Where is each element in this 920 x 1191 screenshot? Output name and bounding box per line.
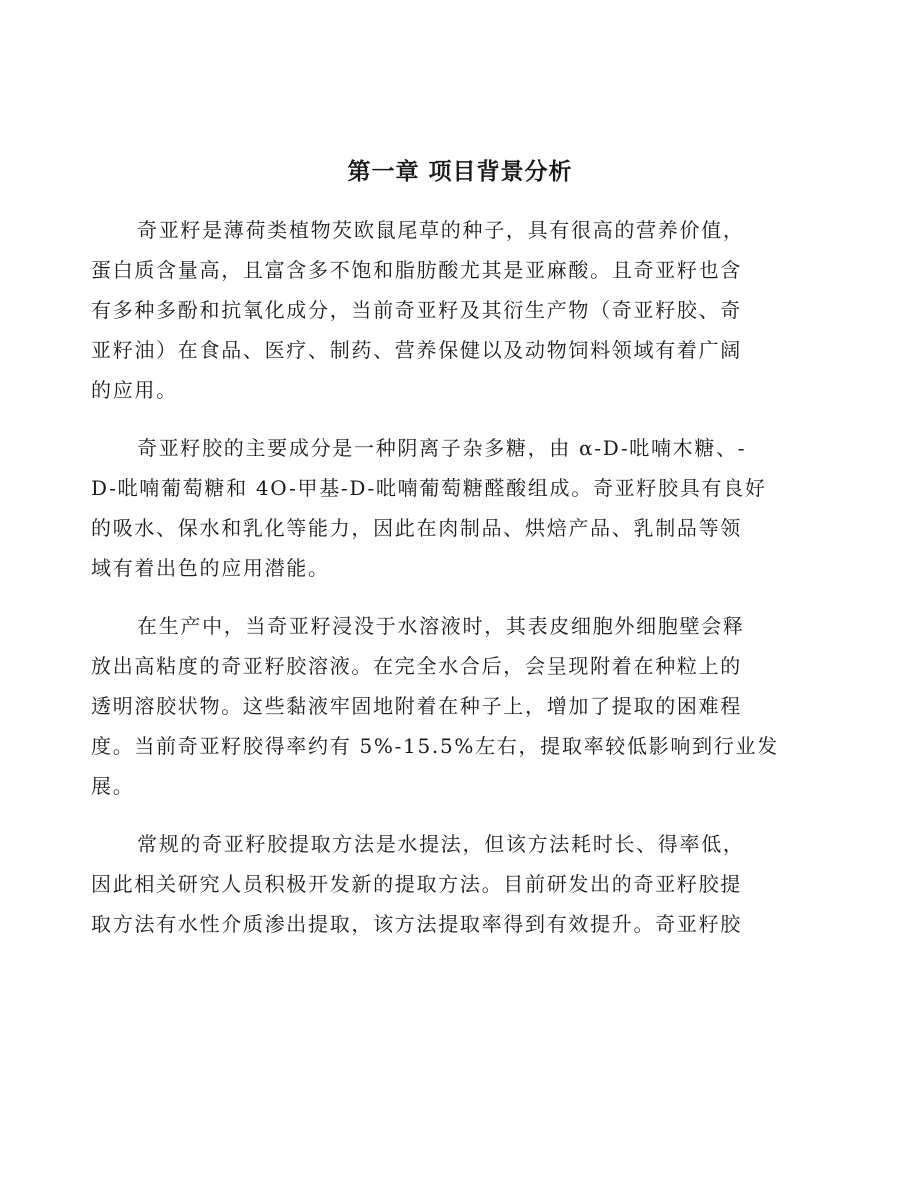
paragraph-4: [91, 824, 831, 944]
paragraph-line: 域有着出色的应用潜能。: [91, 556, 330, 580]
paragraph-line: 蛋白质含量高，且富含多不饱和脂肪酸尤其是亚麻酸。且奇亚籽也含: [91, 258, 742, 282]
paragraph-line: 取方法有水性介质渗出提取，该方法提取率得到有效提升。奇亚籽胶: [91, 912, 742, 936]
paragraph-line: 奇亚籽是薄荷类植物芡欧鼠尾草的种子，具有很高的营养价值，: [137, 218, 745, 242]
paragraph-line: 奇亚籽胶的主要成分是一种阴离子杂多糖，由 α-D-吡喃木糖、-: [137, 436, 747, 460]
paragraph-line: 因此相关研究人员积极开发新的提取方法。目前研发出的奇亚籽胶提: [91, 872, 742, 896]
paragraph-line: 的应用。: [91, 378, 178, 402]
paragraph-line: 常规的奇亚籽胶提取方法是水提法，但该方法耗时长、得率低，: [137, 832, 745, 856]
paragraph-line: 亚籽油）在食品、医疗、制药、营养保健以及动物饲料领域有着广阔: [91, 338, 742, 362]
paragraph-1: [91, 210, 831, 410]
paragraph-line: 度。当前奇亚籽胶得率约有 5%-15.5%左右，提取率较低影响到行业发: [91, 734, 779, 758]
paragraph-3: [91, 606, 831, 806]
paragraph-line: 在生产中，当奇亚籽浸没于水溶液时，其表皮细胞外细胞壁会释: [137, 614, 745, 638]
chapter-title: 第一章 项目背景分析: [347, 159, 573, 186]
paragraph-line: 有多种多酚和抗氧化成分，当前奇亚籽及其衍生产物（奇亚籽胶、奇: [91, 298, 742, 322]
paragraph-line: 的吸水、保水和乳化等能力，因此在肉制品、烘焙产品、乳制品等领: [91, 516, 742, 540]
body-text: [91, 210, 831, 962]
paragraph-2: [91, 428, 831, 588]
paragraph-line: 放出高粘度的奇亚籽胶溶液。在完全水合后，会呈现附着在种粒上的: [91, 654, 742, 678]
paragraph-line: D-吡喃葡萄糖和 4O-甲基-D-吡喃葡萄糖醛酸组成。奇亚籽胶具有良好: [91, 476, 767, 500]
paragraph-line: 展。: [91, 774, 135, 798]
paragraph-line: 透明溶胶状物。这些黏液牢固地附着在种子上，增加了提取的困难程: [91, 694, 742, 718]
